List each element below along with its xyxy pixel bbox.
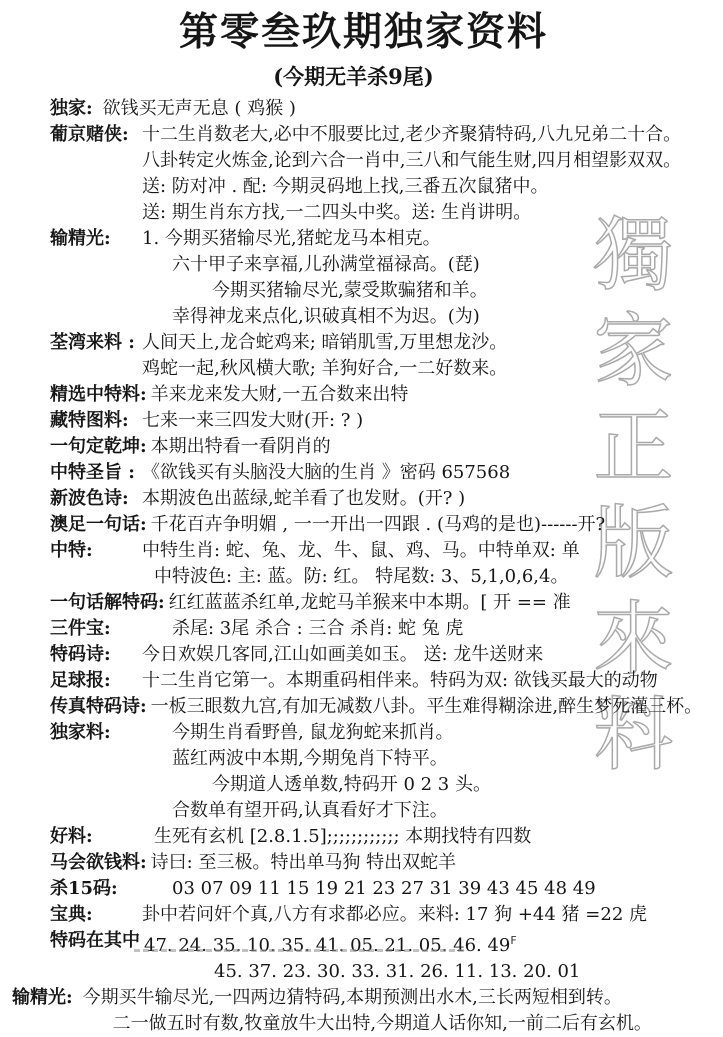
row-line: 本期出特看一看阴肖的 bbox=[150, 436, 331, 457]
info-row bbox=[50, 876, 717, 902]
row-label: 输精光: bbox=[50, 228, 111, 249]
row-line: 生死有玄机 [2.8.1.5];;;;;;;;;;;; 本期找特有四数 bbox=[154, 826, 532, 847]
rows bbox=[12, 96, 717, 1037]
row-line: 六十甲子来享福,儿孙满堂福禄高。(琵) bbox=[172, 254, 480, 275]
row-content bbox=[142, 538, 717, 590]
row-label: 精选中特料: bbox=[50, 384, 147, 405]
row-label: 宝典: bbox=[50, 904, 93, 925]
row-line: 幸得神龙来点化,识破真相不为迟。(为) bbox=[172, 306, 480, 327]
row-label: 三件宝: bbox=[50, 618, 111, 639]
row-line: 送: 防对冲 . 配: 今期灵码地上找,三番五次鼠猪中。 bbox=[142, 176, 549, 197]
row-line: 欲钱买无声无息 ( 鸡猴 ) bbox=[102, 98, 296, 119]
row-content bbox=[142, 330, 717, 382]
row-label: 足球报: bbox=[50, 670, 111, 691]
row-line: 今日欢娱几客同,江山如画美如玉。 送: 龙牛送财来 bbox=[142, 644, 544, 665]
row-line: 人间天上,龙合蛇鸡来; 暗销肌雪,万里想龙沙。 bbox=[142, 332, 508, 353]
row-label: 藏特图料: bbox=[50, 410, 129, 431]
row-line: 送: 期生肖东方找,一二四头中奖。送: 生肖讲明。 bbox=[142, 202, 532, 223]
row-line: 今期买猪输尽光,蒙受欺骗猪和羊。 bbox=[212, 280, 488, 301]
row-line: 羊来龙来发大财,一五合数来出特 bbox=[150, 384, 409, 405]
row-line: 中特波色: 主: 蓝。防: 红。 特尾数: 3、5,1,0,6,4。 bbox=[154, 566, 569, 587]
row-content bbox=[142, 460, 717, 486]
row-line: 八卦转定火炼金,论到六合一肖中,三八和气能生财,四月相望影双双。 bbox=[142, 150, 682, 171]
row-line: 今期买牛输尽光,一四两边猜特码,本期预测出水木,三长两短相到转。 bbox=[82, 987, 622, 1008]
row-line: 45. 37. 23. 30. 33. 31. 26. 11. 13. 20. 01 bbox=[214, 961, 581, 982]
row-label: 澳足一句话: bbox=[50, 514, 147, 535]
row-content bbox=[142, 876, 717, 902]
row-content bbox=[142, 408, 717, 434]
row-content bbox=[151, 434, 717, 460]
row-content bbox=[144, 928, 717, 985]
row-line: 红红蓝蓝杀红单,龙蛇马羊猴来中本期。[ 开 == 准 bbox=[168, 592, 571, 613]
row-label: 一句话解特码: bbox=[50, 592, 165, 613]
row-content bbox=[151, 850, 717, 876]
row-line: 十二生肖它第一。本期重码相伴来。特码为双: 欲钱买最大的动物 bbox=[142, 670, 658, 691]
page-subtitle: (今期无羊杀9尾) bbox=[273, 64, 434, 89]
row-line: 合数单有望开码,认真看好才下注。 bbox=[172, 800, 448, 821]
row-line: 本期波色出蓝绿,蛇羊看了也发财。(开? ) bbox=[142, 488, 466, 509]
row-line: 中特生肖: 蛇、兔、龙、牛、鼠、鸡、马。中特单双: 单 bbox=[142, 540, 580, 561]
info-row bbox=[50, 96, 717, 122]
row-content bbox=[142, 642, 717, 668]
row-line: 一板三眼数九宫,有加无减数八卦。平生难得糊涂进,醉生梦死灌三杯。 bbox=[150, 696, 703, 717]
info-row bbox=[50, 824, 717, 850]
info-row bbox=[50, 590, 717, 616]
row-line: 蓝红两波中本期,今期兔肖下特平。 bbox=[172, 748, 448, 769]
row-line: 今期道人透单数,特码开 0 2 3 头。 bbox=[212, 774, 491, 795]
row-label: 独家料: bbox=[50, 722, 111, 743]
info-row bbox=[50, 382, 717, 408]
row-label: 传真特码诗: bbox=[50, 696, 147, 717]
row-line: 千花百卉争明媚 , 一一开出一四跟 . (马鸡的是也)------开? bbox=[150, 514, 606, 535]
row-content bbox=[103, 96, 717, 122]
row-content bbox=[142, 902, 717, 928]
row-line: 47. 24. 35. 10. 35. 41. 05. 21. 05. 46. $49^F$ bbox=[144, 928, 717, 959]
row-label: 独家: bbox=[50, 98, 93, 119]
row-line: 二一做五时有数,牧童放牛大出特,今期道人话你知,一前二后有玄机。 bbox=[112, 1013, 652, 1034]
info-row bbox=[50, 902, 717, 928]
info-row bbox=[50, 122, 717, 226]
row-content bbox=[142, 668, 717, 694]
row-label: 特码在其中 bbox=[50, 930, 140, 951]
row-content bbox=[151, 694, 717, 720]
info-row bbox=[50, 460, 717, 486]
info-row bbox=[50, 486, 717, 512]
info-row bbox=[50, 928, 717, 985]
info-row bbox=[50, 850, 717, 876]
row-line: 诗曰: 至三极。特出单马狗 特出双蛇羊 bbox=[150, 852, 457, 873]
row-label: 马会欲钱料: bbox=[50, 852, 147, 873]
row-line: 七来一来三四发大财(开: ? ) bbox=[142, 410, 364, 431]
row-content bbox=[142, 486, 717, 512]
row-label: 一句定乾坤: bbox=[50, 436, 147, 457]
row-label: 好料: bbox=[50, 826, 93, 847]
row-label: 新波色诗: bbox=[50, 488, 129, 509]
row-label: 荃湾来料 : bbox=[50, 332, 135, 353]
info-row bbox=[50, 616, 717, 642]
info-row bbox=[50, 720, 717, 824]
row-content bbox=[142, 616, 717, 642]
row-line: 今期生肖看野兽, 鼠龙狗蛇来抓肖。 bbox=[172, 722, 454, 743]
row-label: 杀15码: bbox=[50, 878, 118, 899]
info-row bbox=[50, 694, 717, 720]
row-label: 中特圣旨 : bbox=[50, 462, 135, 483]
row-line: 十二生肖数老大,必中不服要比过,老少齐聚猜特码,八九兄弟二十合。 bbox=[142, 124, 682, 145]
stray-mark: F bbox=[510, 934, 517, 947]
row-line: 鸡蛇一起,秋风横大歌; 羊狗好合,一二好数来。 bbox=[142, 358, 508, 379]
row-content bbox=[151, 382, 717, 408]
info-row bbox=[50, 408, 717, 434]
row-label: 葡京赌侠: bbox=[50, 124, 129, 145]
info-row bbox=[50, 434, 717, 460]
row-content bbox=[142, 122, 717, 226]
info-row bbox=[50, 642, 717, 668]
scan-artifact-dashes bbox=[134, 949, 464, 952]
info-row bbox=[12, 985, 717, 1037]
info-row bbox=[50, 226, 717, 330]
row-line: 1. 今期买猪输尽光,猪蛇龙马本相克。 bbox=[142, 228, 441, 249]
page-title: 第零叁玖期独家资料 bbox=[178, 9, 548, 55]
row-content bbox=[169, 590, 717, 616]
row-label: 中特: bbox=[50, 540, 93, 561]
row-line: 03 07 09 11 15 19 21 23 27 31 39 43 45 48 49 bbox=[172, 878, 596, 899]
row-line: 杀尾: 3尾 杀合 : 三合 杀肖: 蛇 兔 虎 bbox=[172, 618, 464, 639]
row-line: 卦中若问奸个真,八方有求都必应。来料: 17 狗 +44 猪 =22 虎 bbox=[142, 904, 647, 925]
info-row bbox=[50, 330, 717, 382]
watermark-text: 獨家正版來料 bbox=[580, 212, 673, 788]
row-line: 《欲钱买有头脑没大脑的生肖 》密码 657568 bbox=[142, 462, 511, 483]
info-row bbox=[50, 538, 717, 590]
info-row bbox=[50, 512, 717, 538]
info-row bbox=[50, 668, 717, 694]
row-content bbox=[142, 824, 717, 850]
row-content bbox=[142, 720, 717, 824]
row-content bbox=[151, 512, 717, 538]
row-content bbox=[83, 985, 717, 1037]
row-label: 特码诗: bbox=[50, 644, 111, 665]
row-content bbox=[142, 226, 717, 330]
row-label: 输精光: bbox=[12, 987, 73, 1008]
